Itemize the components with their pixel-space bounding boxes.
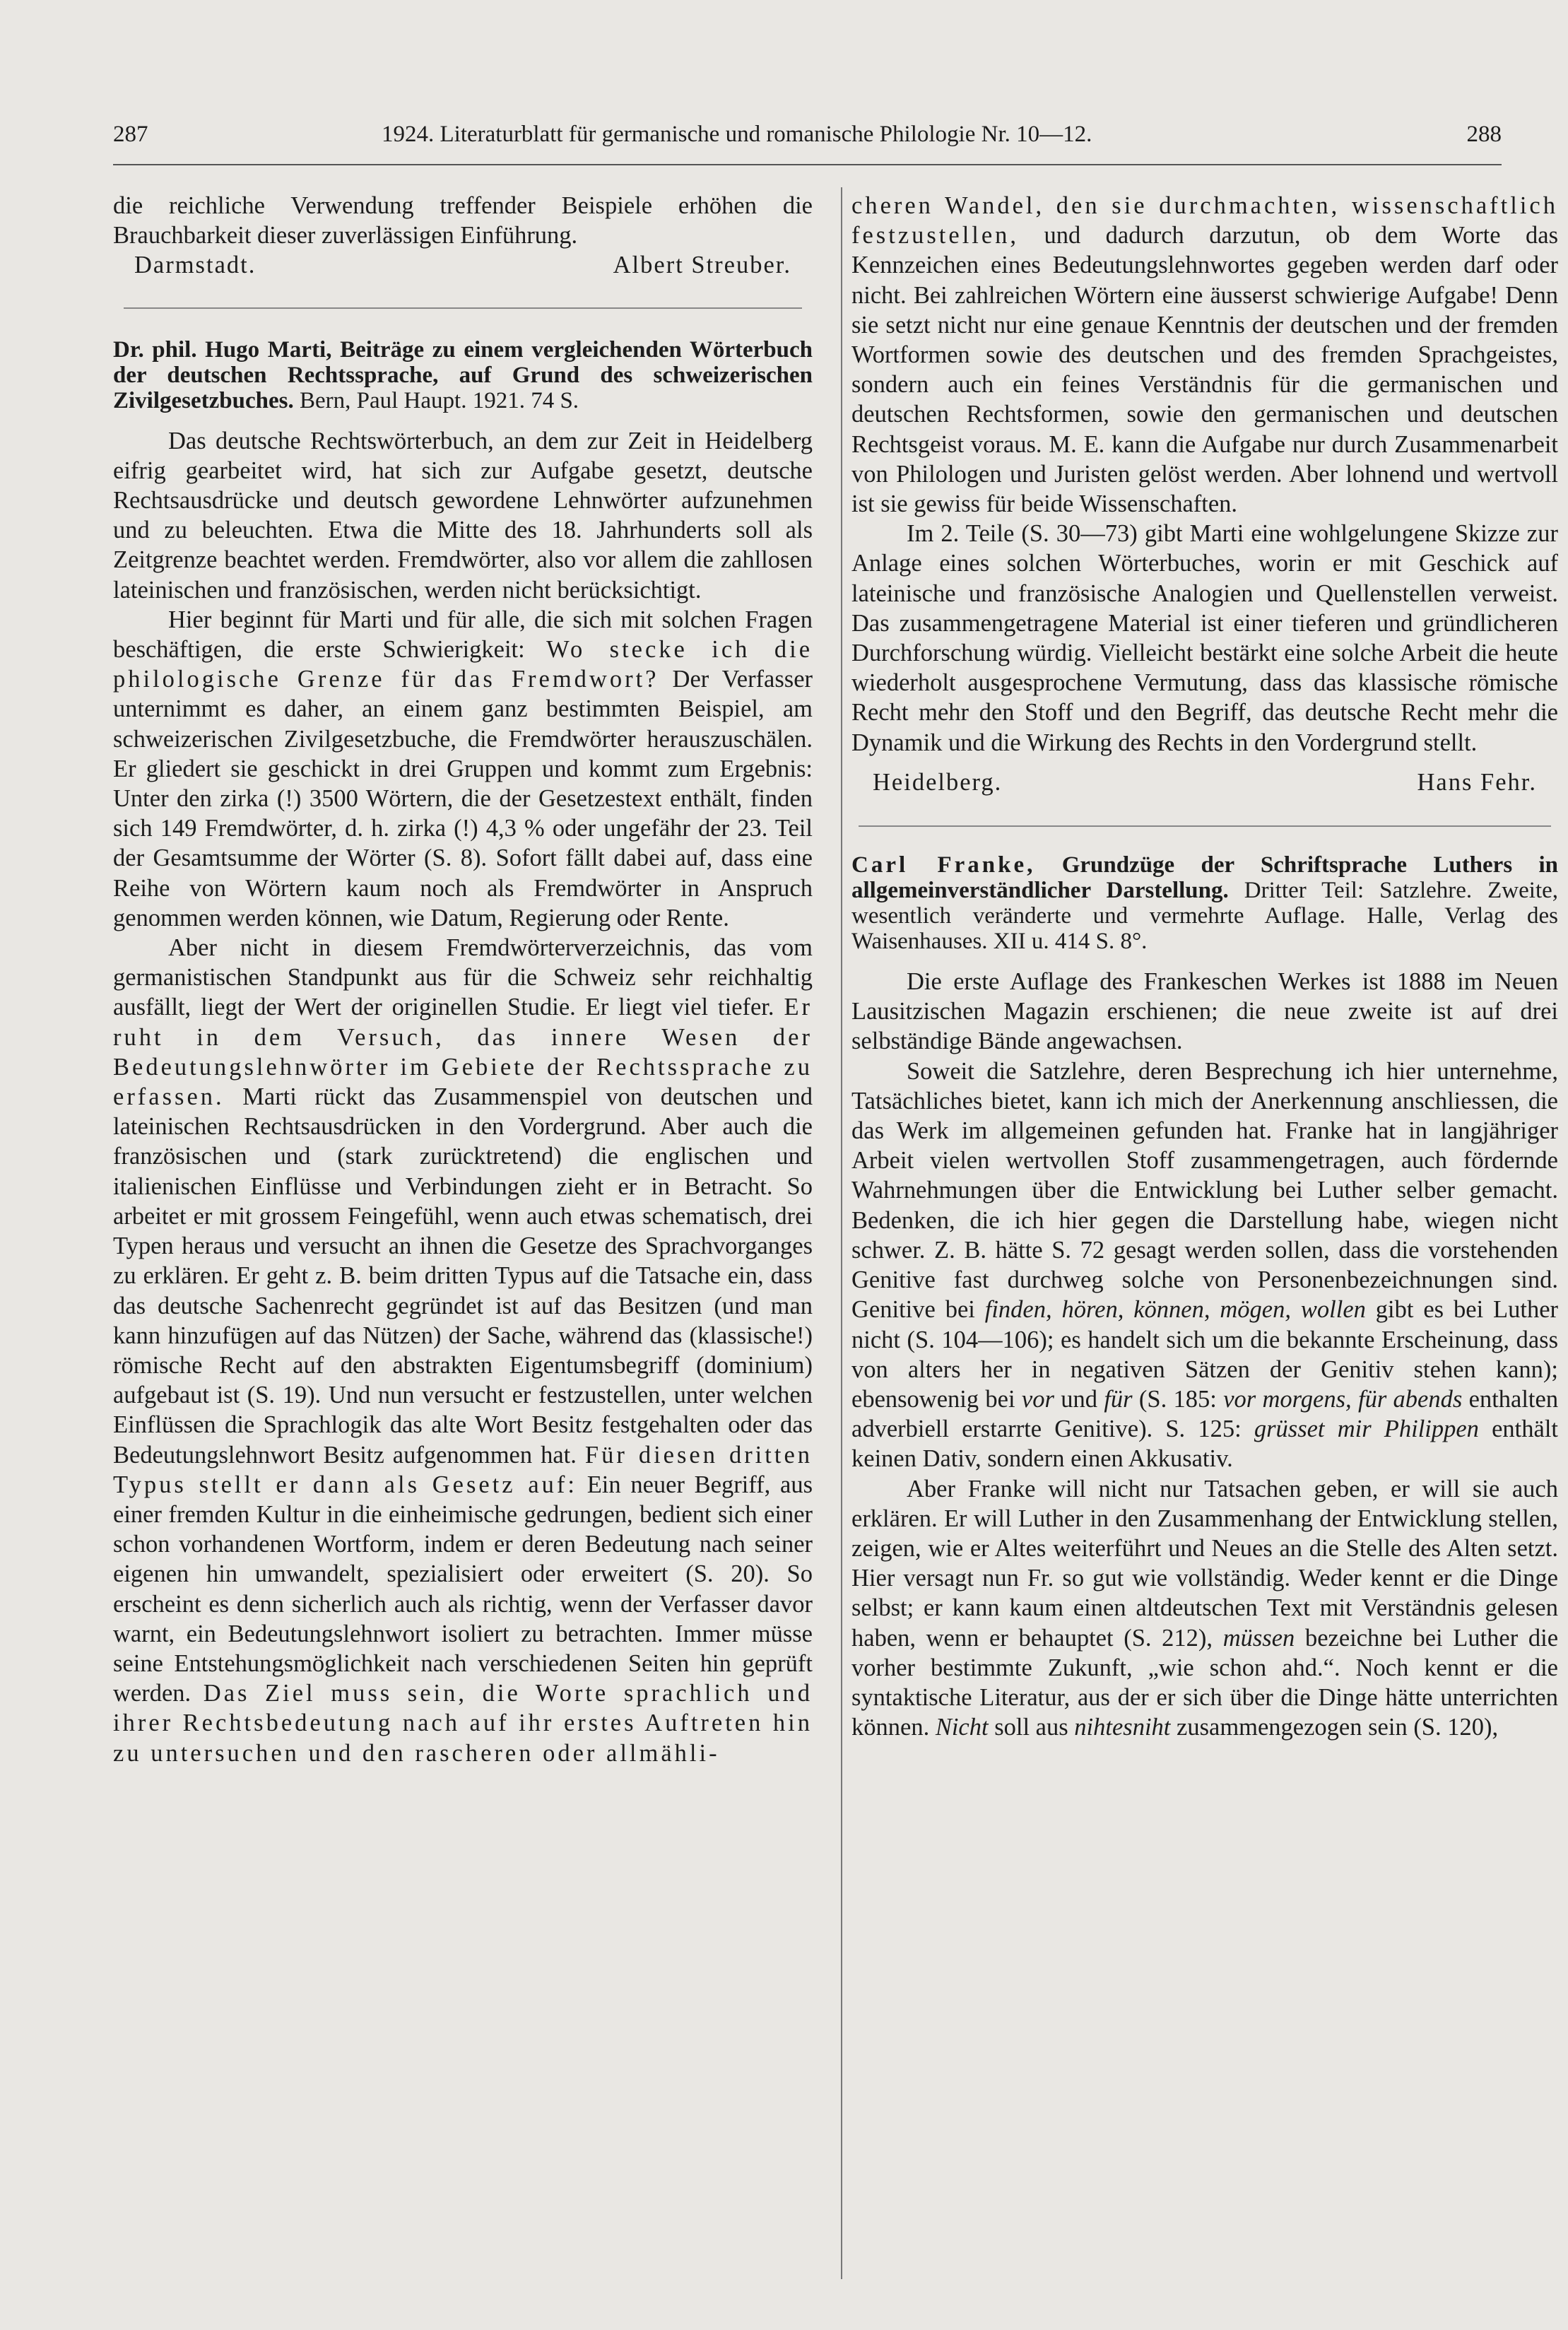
paragraph <box>113 933 813 1768</box>
signature-place: Darmstadt. <box>134 252 257 279</box>
signature-name: Hans Fehr. <box>1417 768 1537 796</box>
text-run: Marti rückt das Zusammenspiel von deutschen und lateinischen Rechtsausdrücken in den Vordergrund. Aber auch die französischen und (stark zurücktretend) die englischen und italienischen Einflüsse und Verbindungen zieht er in Betracht. So arbeitet er mit grossem Feingefühl, wenn auch etwas schematisch, drei Typen heraus und versucht an ihnen die Gesetze des Sprachvorganges zu erklären. Er geht z. B. beim dritten Typus auf die Tatsache ein, dass das deutsche Sachenrecht gegründet ist auf das Besitzen (und man kann hinzufügen auf das Nützen) der Sache, während das (klassische!) römische Recht auf den abstrakten Eigentumsbegriff (dominium) aufgebaut ist (S. 19). Und nun versucht er festzustellen, unter welchen Einflüssen die Sprachlogik das alte Wort Besitz festgehalten oder das Bedeutungslehnwort Besitz aufgenommen hat. <box>113 1083 813 1469</box>
italic-text: finden, hören, können, mögen, wollen <box>984 1296 1366 1324</box>
italic-text: nihtesniht <box>1074 1714 1171 1741</box>
text-run: soll aus <box>994 1714 1068 1741</box>
signature-place: Heidelberg. <box>873 768 1003 796</box>
text-run: und dadurch darzutun, ob dem Worte das Kennzeichen eines Bedeutungslehnwortes gegeben werden darf oder nicht. Bei zahlreichen Wörtern eine äusserst schwierige Aufgabe! Denn sie setzt nicht nur eine genaue Kenntnis der deutschen und der fremden Wortformen sowie des deutschen und des fremden Sprachgeistes, sondern auch ein feines Verständnis für die germanischen und deutschen Rechtsformen, sowie den germanischen und deutschen Rechtsgeist voraus. M. E. kann die Aufgabe nur durch Zusammenarbeit von Philologen und Juristen gelöst werden. Aber lohnend und wertvoll ist sie gewiss für beide Wissenschaften. <box>851 222 1559 518</box>
page-number-left: 287 <box>113 122 148 147</box>
italic-text: grüsset mir Philippen <box>1254 1416 1479 1443</box>
text-run: Der Verfasser unternimmt es daher, an einem ganz bestimmten Beispiel, am schweizerischen Zivilgesetzbuche, die Fremdwörter herauszuschälen. Er gliedert sie geschickt in drei Gruppen und kommt zum Ergebnis: Unter den zirka (!) 3500 Wörtern, die der Gesetzestext enthält, finden sich 149 Fremdwörter, d. h. zirka (!) 4,3 % oder ungefähr der 23. Teil der Gesamtsumme der Wörter (S. 8). Sofort fällt dabei auf, dass eine Reihe von Wörtern kaum noch als Fremdwörter in Anspruch genommen werden können, wie Datum, Regierung oder Rente. <box>113 666 813 931</box>
paragraph <box>113 605 813 933</box>
text-run: Ein neuer Begriff, aus einer fremden Kultur in die einheimische gedrungen, bedient sich einer schon vorhandenen Wortform, indem er deren Bedeutung nach seiner eigenen hin umwandelt, spezialisiert oder erweitert (S. 20). So erscheint es denn sicherlich auch als richtig, wenn der Verfasser davor warnt, ein Bedeutungslehnwort isoliert zu betrachten. Immer müsse seine Entstehungsmöglichkeit nach verschiedenen Seiten hin geprüft werden. <box>113 1471 813 1707</box>
running-title: 1924. Literaturblatt für germanische und romanische Philologie Nr. 10—12. <box>382 122 1092 147</box>
italic-text: müssen <box>1222 1624 1295 1652</box>
review-separator <box>859 825 1551 827</box>
signature-streuber <box>113 250 813 280</box>
text-run: Aber Franke will nicht nur Tatsachen geben, er will sie auch erklären. Er will Luther in den Zusammenhang der Entwicklung stellen, zeigen, wie er Altes weiterführt und Neues an die Stelle des Alten setzt. Hier versagt nun Fr. so gut wie vollständig. Weder kennt er die Dinge selbst; er kann kaum einen altdeutschen Text mit Verständnis gelesen haben, wenn er behauptet (S. 212), <box>851 1475 1558 1652</box>
paragraph: Das deutsche Rechtswörterbuch, an dem zur Zeit in Heidelberg eifrig gearbeitet wird, hat sich zur Aufgabe gesetzt, deutsche Rechtsausdrücke und deutsch gewordene Lehnwörter aufzunehmen und zu beleuchten. Etwa die Mitte des 18. Jahrhunderts soll als Zeitgrenze beachtet werden. Fremdwörter, also vor allem die zahllosen lateinischen und französischen, werden nicht berücksichtigt. <box>113 427 813 604</box>
text-run: bezeichne bei Luther die vorher bestimmte Zukunft, „wie schon ahd.“. Noch kennt er die syntaktische Literatur, aus der er sich über die Dinge hätte unterrichten können. <box>851 1624 1559 1741</box>
paragraph: Im 2. Teile (S. 30—73) gibt Marti eine wohlgelungene Skizze zur Anlage eines solchen Wörterbuches, worin er mit Geschick auf lateinische und französische Analogien und Quellenstellen verweist. Das zusammengetragene Material ist einer tieferen und gründlicheren Durchforschung würdig. Vielleicht bestärkt eine solche Arbeit die heute wiederholt ausgesprochene Vermutung, dass das klassische römische Recht mehr den Stoff und den Begriff, das deutsche Recht mehr die Dynamik und die Wirkung des Rechts in den Vordergrund stellt. <box>851 520 1558 756</box>
header-rule <box>113 164 1502 165</box>
spaced-text: Wo stecke ich die philologische Grenze für das Fremdwort? <box>113 636 813 693</box>
signature-name: Albert Streuber. <box>613 252 791 279</box>
page-number-right: 288 <box>1466 122 1502 147</box>
spaced-text: Das Ziel muss sein, die Worte sprachlich und ihrer Rechtsbedeutung nach auf ihr erstes Auftreten hin zu untersuchen und den rascheren oder allmähli- <box>113 1680 813 1767</box>
bib-title: Beiträge zu einem vergleichenden Wörterbuch der deutschen Rechtssprache, auf Grund des schweizerischen Zivilgesetzbuches. <box>113 336 813 413</box>
bib-publication: Bern, Paul Haupt. 1921. 74 S. <box>299 387 579 413</box>
italic-text: vor morgens, für abends <box>1223 1385 1463 1413</box>
review-ending-text: die reichliche Verwendung treffender Beispiele erhöhen die Brauchbarkeit dieser zuverlässigen Einführung. <box>113 192 813 249</box>
bib-author: Carl Franke, <box>851 852 1036 878</box>
italic-text: Nicht <box>935 1714 989 1741</box>
paragraph: Die erste Auflage des Frankeschen Werkes ist 1888 im Neuen Lausitzischen Magazin erschienen; die neue zweite ist auf drei selbständige Bände angewachsen. <box>851 968 1558 1055</box>
text-run: Hier beginnt für Marti und für alle, die sich mit solchen Fragen beschäftigen, die erste Schwierigkeit: <box>113 606 813 664</box>
text-run: zusammengezogen sein (S. 120), <box>1177 1714 1499 1741</box>
bibliographic-entry-marti <box>113 337 813 413</box>
text-run: (S. 185: <box>1138 1385 1217 1413</box>
spaced-text: cheren Wandel, den sie durchmachten, wissenschaftlich festzustellen, <box>851 192 1558 249</box>
page-header <box>113 122 1502 164</box>
text-run: gibt es bei Luther nicht (S. 104—106); es handelt sich um die bekannte Erscheinung, dass von alters her in negativen Sätzen der Genitiv stehen kann); ebensowenig bei <box>851 1296 1559 1413</box>
signature-fehr <box>851 767 1558 797</box>
text-run: Aber nicht in diesem Fremdwörterverzeichnis, das vom germanistischen Standpunkt aus für die Schweiz sehr reichhaltig ausfällt, liegt der Wert der originellen Studie. Er liegt viel tiefer. <box>113 934 813 1021</box>
left-column <box>113 191 813 1768</box>
right-column <box>851 191 1558 1742</box>
spaced-text: Er ruht in dem Versuch, das innere Wesen der Bedeutungslehnwörter im Gebiete der Rechtssprache zu erfassen. <box>113 994 813 1111</box>
text-run: und <box>1061 1385 1097 1413</box>
paragraph <box>851 1057 1558 1474</box>
italic-text: für <box>1104 1385 1133 1413</box>
bib-author: Dr. phil. Hugo Marti, <box>113 336 332 363</box>
spaced-text: Für diesen dritten Typus stellt er dann als Gesetz auf: <box>113 1441 813 1498</box>
italic-text: vor <box>1021 1385 1054 1413</box>
text-run: enthält keinen Dativ, sondern einen Akkusativ. <box>851 1416 1558 1473</box>
bibliographic-entry-franke <box>851 852 1558 954</box>
column-divider <box>841 187 842 2279</box>
paragraph <box>851 191 1558 519</box>
text-run: enthalten adverbiell erstarrte Genitive). S. 125: <box>851 1385 1559 1443</box>
review-separator <box>124 307 802 309</box>
bib-title: Grundzüge der Schriftsprache Luthers in allgemeinverständlicher Darstellung. <box>851 852 1558 904</box>
paragraph <box>851 1474 1558 1743</box>
text-run: Soweit die Satzlehre, deren Besprechung ich hier unternehme, Tatsächliches bietet, kann ich mich der Anerkennung anschliessen, die das Werk im allgemeinen gefunden hat. Franke hat in langjähriger Arbeit vielen wertvollen Stoff zusammengetragen, auch fördernde Wahrnehmungen über die Entwicklung bei Luther selber gemacht. Bedenken, die ich hier gegen die Darstellung habe, wiegen nicht schwer. Z. B. hätte S. 72 gesagt werden sollen, dass die vorstehenden Genitive fast durchweg solche von Personenbezeichnungen sind. Genitive bei <box>851 1057 1558 1324</box>
bib-publication: Dritter Teil: Satzlehre. Zweite, wesentlich veränderte und vermehrte Auflage. Halle, Verlag des Waisenhauses. XII u. 414 S. 8°. <box>851 878 1559 955</box>
